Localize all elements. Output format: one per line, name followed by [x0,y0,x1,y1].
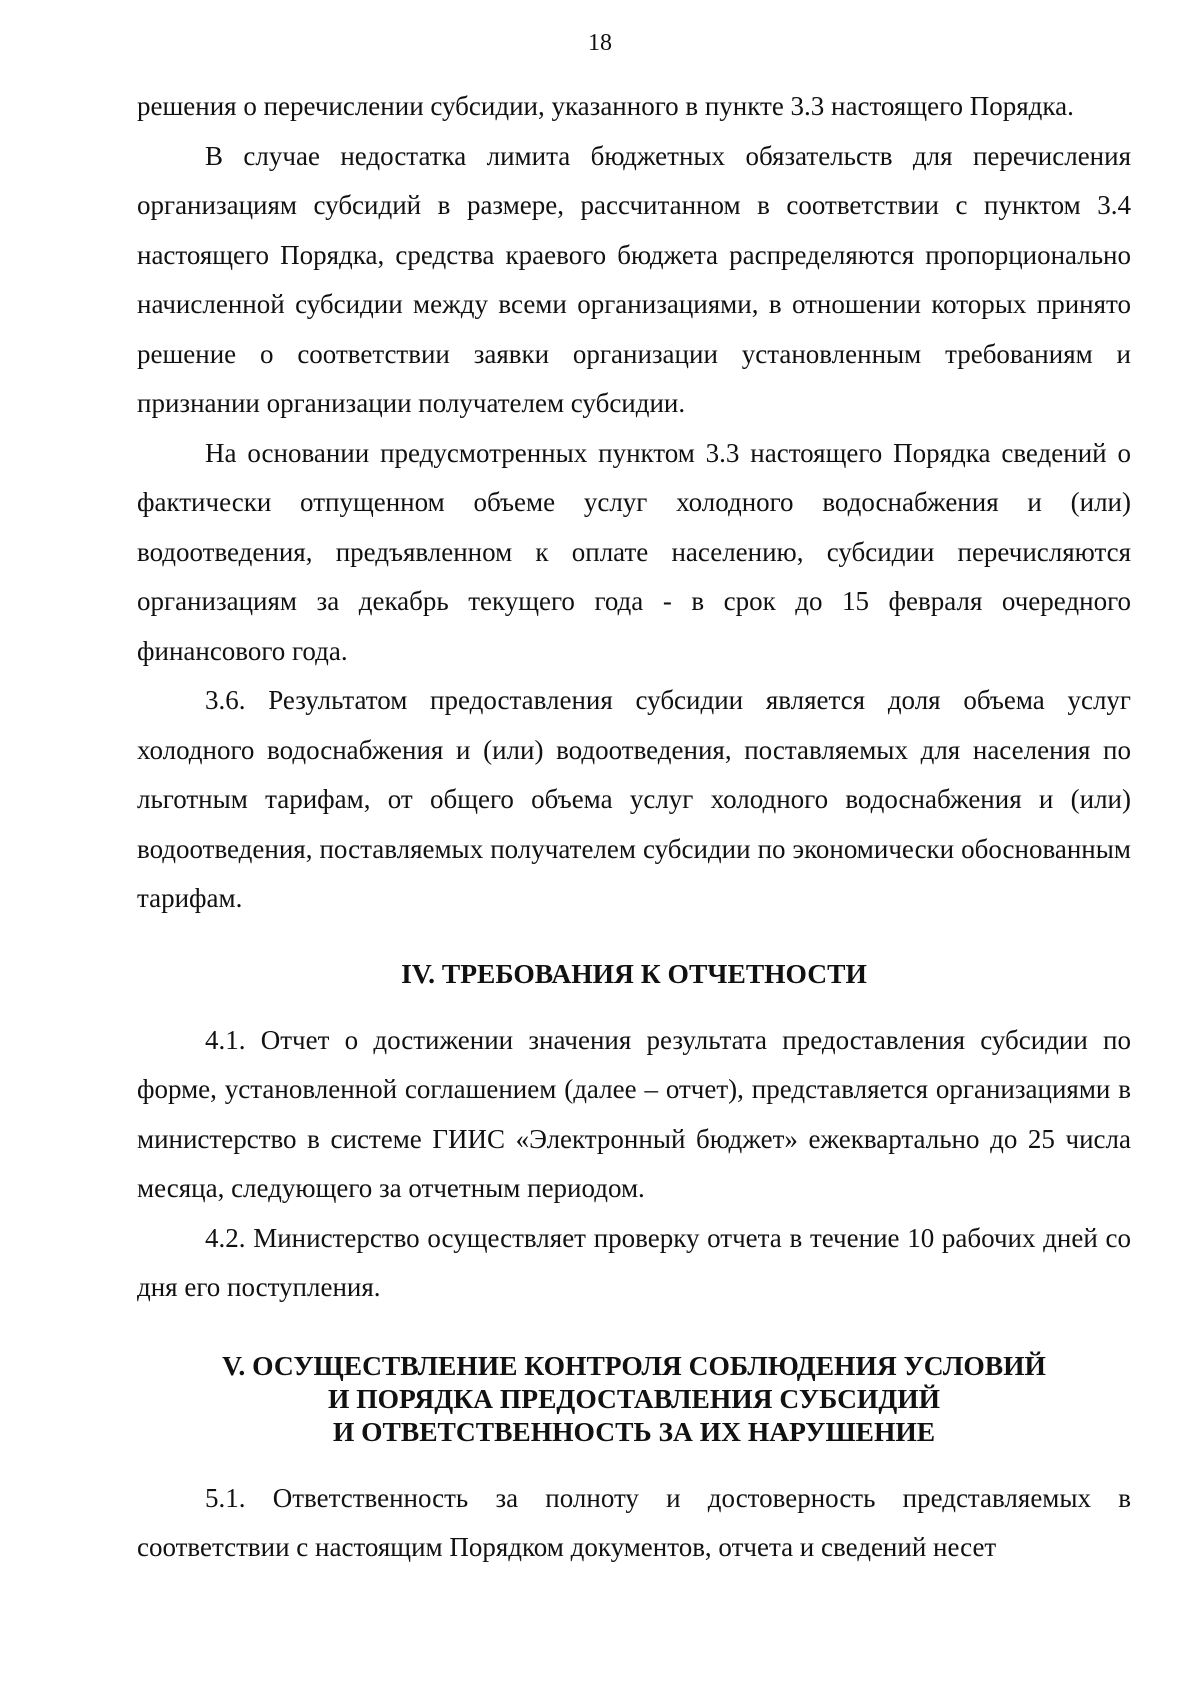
paragraph-december-transfer: На основании предусмотренных пунктом 3.3 настоящего Порядка сведений о фактически отпущенном объеме услуг холодного водоснабжения и (или) водоотведения, предъявленном к оплате населению, субсидии перечисляются организациям за декабрь текущего года - в срок до 15 февраля очередного финансового года. [137,437,1131,666]
section-5-heading [137,1349,1131,1448]
paragraph-5-1: 5.1. Ответственность за полноту и достоверность представляемых в соответствии с настоящим Порядком документов, отчета и сведений несет [137,1482,1131,1562]
paragraph-budget-limit: В случае недостатка лимита бюджетных обязательств для перечисления организациям субсидий в размере, рассчитанном в соответствии с пунктом 3.4 настоящего Порядка, средства краевого бюджета распределяются пропорционально начисленной субсидии между всеми организациями, в отношении которых принято решение о соответствии заявки организации установленным требованиям и признании организации получателем субсидии. [137,140,1131,418]
paragraph-continuation: решения о перечислении субсидии, указанного в пункте 3.3 настоящего Порядка. [137,91,1074,121]
paragraph-4-2: 4.2. Министерство осуществляет проверку отчета в течение 10 рабочих дней со дня его поступления. [137,1222,1131,1302]
paragraph-3-6-result: 3.6. Результатом предоставления субсидии является доля объема услуг холодного водоснабжения и (или) водоотведения, поставляемых для населения по льготным тарифам, от общего объема услуг холодного водоснабжения и (или) водоотведения, поставляемых получателем субсидии по экономически обоснованным тарифам. [137,685,1131,913]
section-5-heading-line-1: V. ОСУЩЕСТВЛЕНИЕ КОНТРОЛЯ СОБЛЮДЕНИЯ УСЛОВИЙ [222,1349,1046,1381]
document-body [137,82,1131,1573]
section-5-heading-line-2: И ПОРЯДКА ПРЕДОСТАВЛЕНИЯ СУБСИДИЙ [327,1382,941,1414]
paragraph-4-1: 4.1. Отчет о достижении значения результата предоставления субсидии по форме, установленной соглашением (далее – отчет), представляется организациями в министерство в системе ГИИС «Электронный бюджет» ежеквартально до 25 числа месяца, следующего за отчетным периодом. [137,1024,1131,1203]
page-number: 18 [588,30,612,56]
section-5-heading-line-3: И ОТВЕТСТВЕННОСТЬ ЗА ИХ НАРУШЕНИЕ [332,1415,936,1447]
section-4-heading: IV. ТРЕБОВАНИЯ К ОТЧЕТНОСТИ [401,957,867,989]
